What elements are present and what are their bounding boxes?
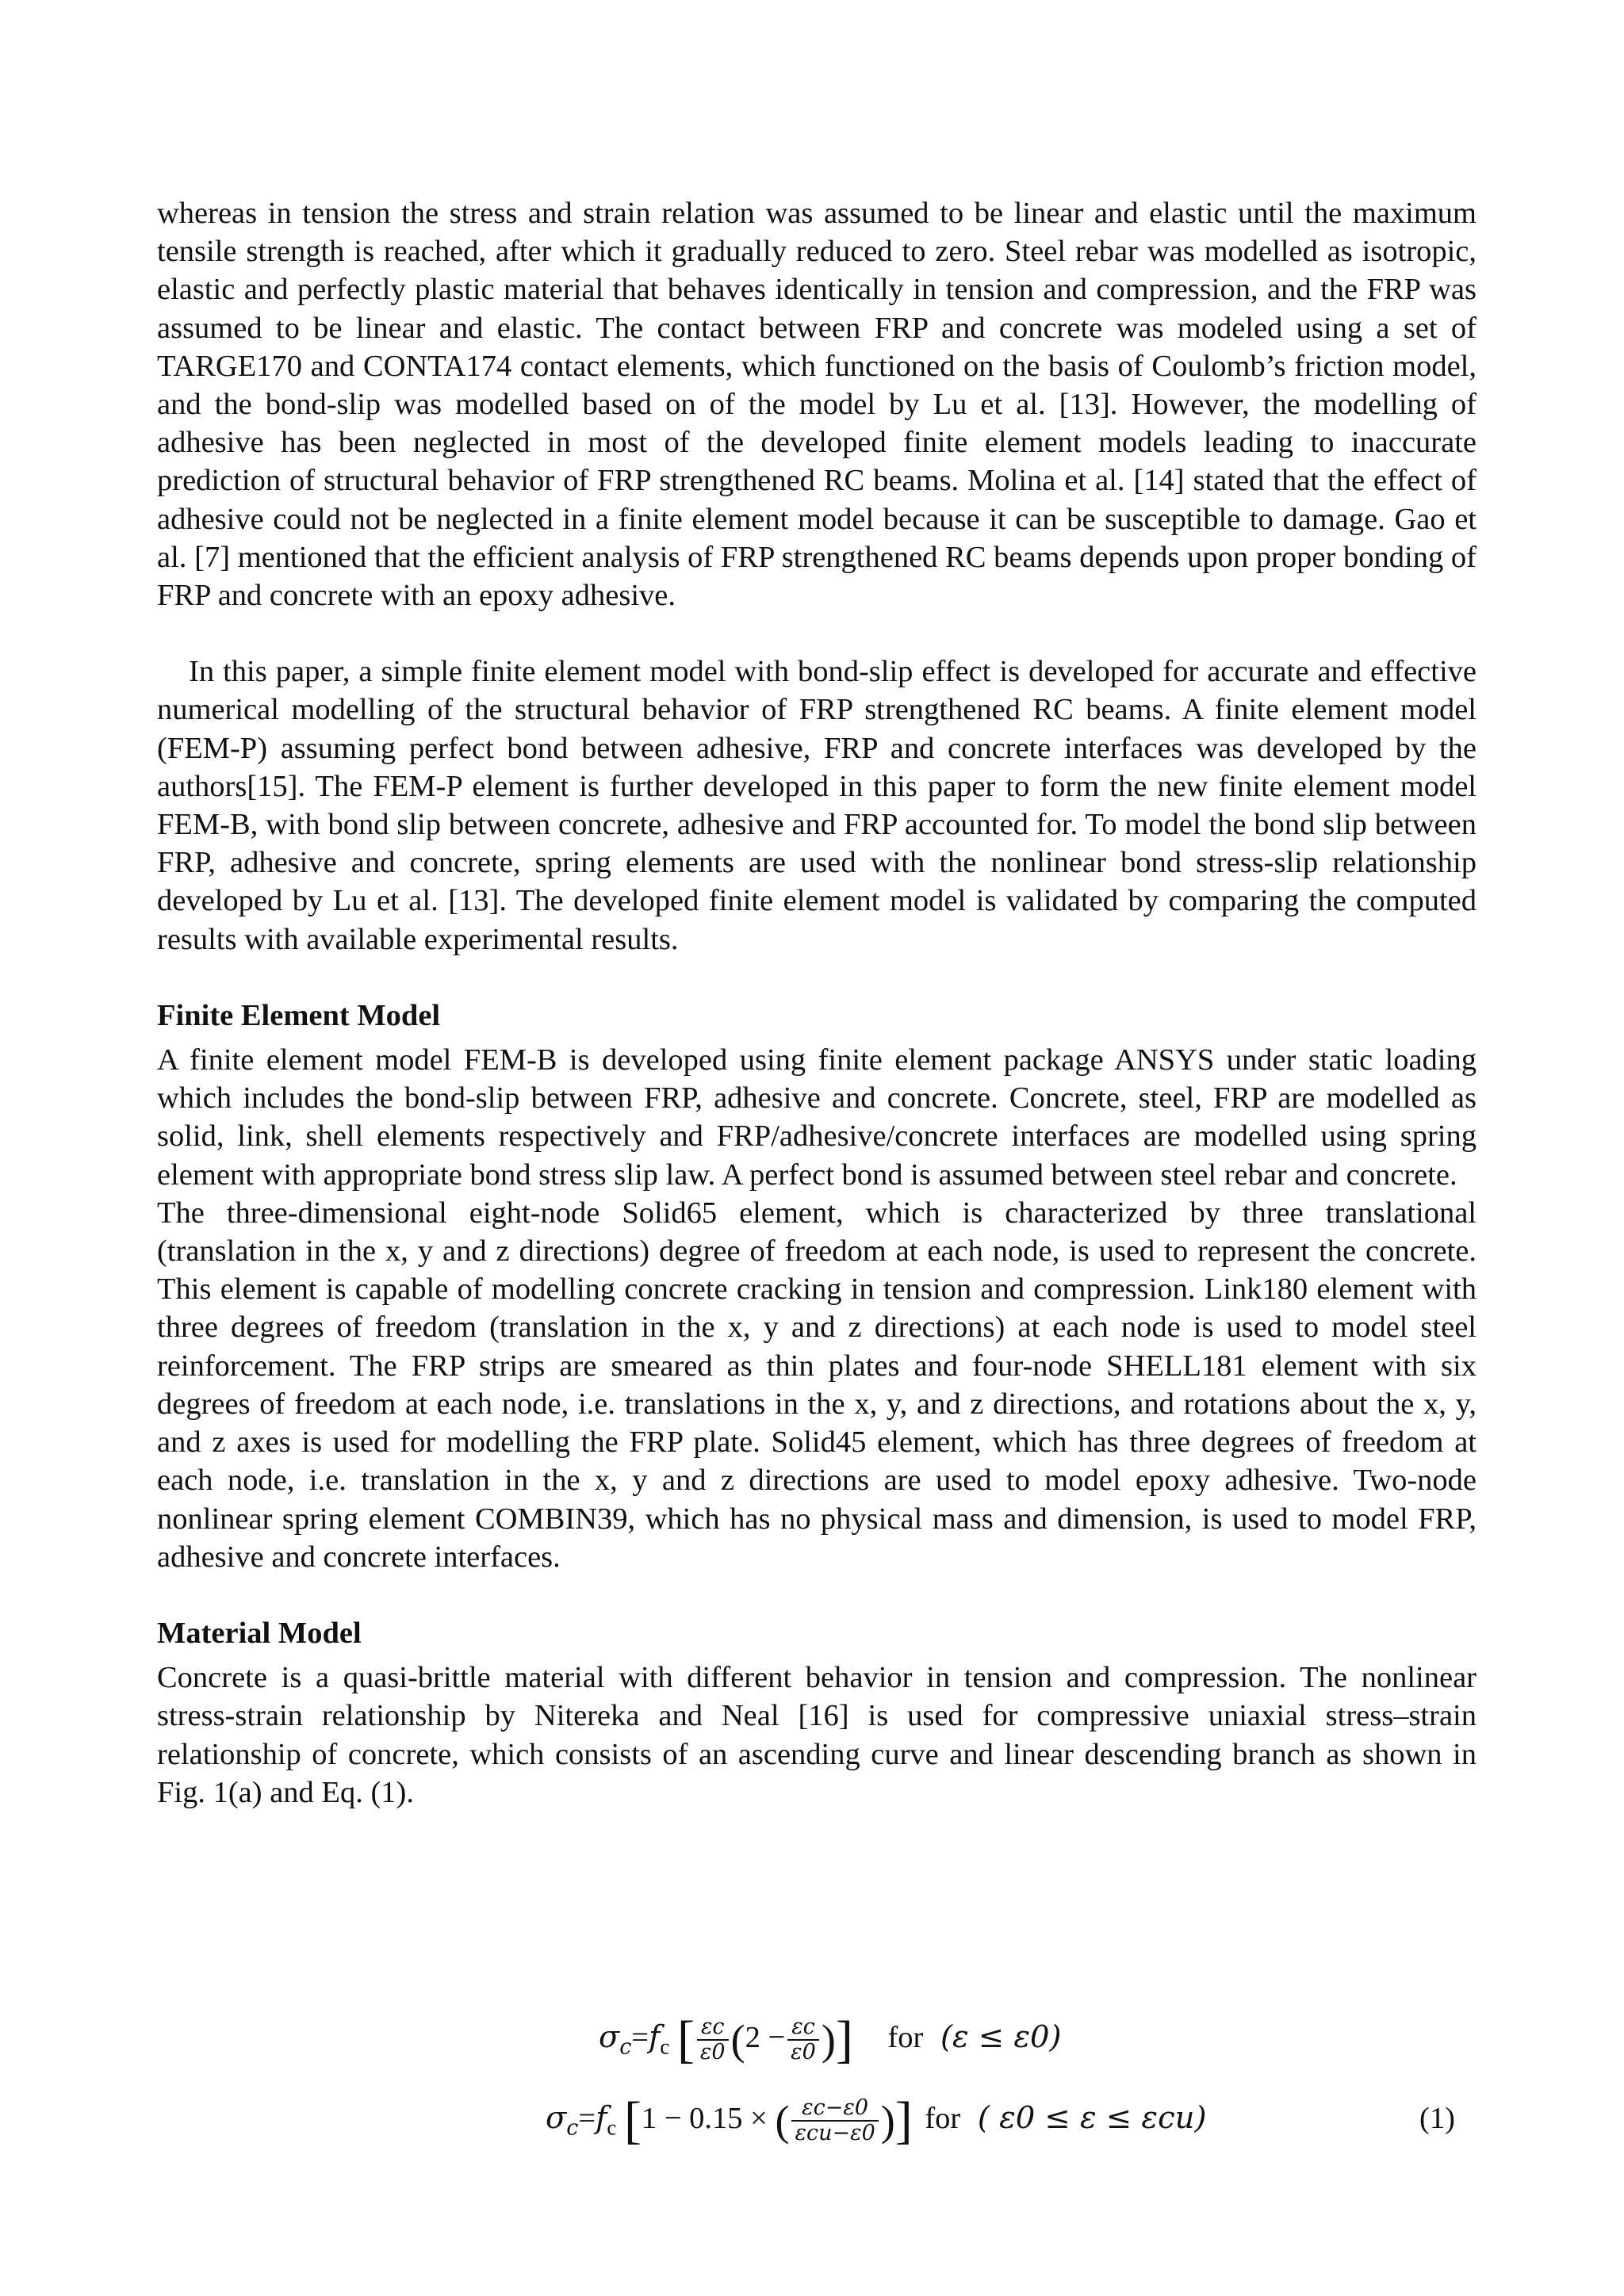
eq-fc: f xyxy=(649,2019,661,2055)
eq-equals: = xyxy=(631,2020,649,2054)
eq2-one-minus: 1 − 0.15 × xyxy=(641,2101,768,2135)
eq2-sigma-sub: c xyxy=(566,2115,579,2141)
paragraph-5: Concrete is a quasi-brittle material with different behavior in tension and compression. The nonlinear stress-strain relationship by Nitereka and Neal [16] is used for compressive uniaxial stress–strain relationship of concrete, which consists of an ascending curve and linear descending branch as shown in Fig. 1(a) and Eq. (1). xyxy=(157,1661,1477,1809)
eq2-paren-open: ( xyxy=(775,2097,790,2145)
eq-fraction-2-den: ε0 xyxy=(791,2040,816,2064)
eq-condition-2: ( ε0 ≤ ε ≤ εcu) xyxy=(977,2099,1207,2136)
equation-line-2 xyxy=(546,2091,1207,2149)
eq-sigma: σ xyxy=(599,2019,620,2055)
eq2-fc: f xyxy=(596,2099,607,2136)
eq2-fc-sub: c xyxy=(607,2115,617,2140)
paragraph-2: In this paper, a simple finite element model with bond-slip effect is developed for accurate and effective numerical modelling of the structural behavior of FRP strengthened RC beams. A finite element model (FEM-P) assuming perfect bond between adhesive, FRP and concrete interfaces was developed by the authors[15]. The FEM-P element is further developed in this paper to form the new finite element model FEM-B, with bond slip between concrete, adhesive and FRP accounted for. To model the bond slip between FRP, adhesive and concrete, spring elements are used with the nonlinear bond stress-slip relationship developed by Lu et al. [13]. The developed finite element model is validated by comparing the computed results with available experimental results. xyxy=(157,655,1477,956)
eq-fraction-1-den: ε0 xyxy=(699,2040,726,2064)
equation-number: (1) xyxy=(1419,2102,1455,2135)
eq-fraction-2 xyxy=(787,2015,819,2064)
section-heading-material-model: Material Model xyxy=(157,1616,362,1650)
eq-two-minus: 2 − xyxy=(745,2020,786,2054)
eq2-bracket-close: ] xyxy=(894,2091,913,2149)
eq2-bracket-open: [ xyxy=(623,2091,642,2149)
eq-bracket-close: ] xyxy=(835,2011,853,2068)
eq-condition-1: (ε ≤ ε0) xyxy=(940,2019,1062,2055)
section-heading-finite-element-model: Finite Element Model xyxy=(157,998,441,1032)
eq-paren-open: ( xyxy=(730,2016,745,2064)
eq2-fraction xyxy=(791,2096,878,2145)
eq-fraction-2-num: εc xyxy=(787,2015,819,2041)
eq2-paren-close: ) xyxy=(880,2097,895,2145)
eq-paren-close: ) xyxy=(821,2016,836,2064)
paragraph-1: whereas in tension the stress and strain relation was assumed to be linear and elastic until the maximum tensile strength is reached, after which it gradually reduced to zero. Steel rebar was modelled as isotropic, elastic and perfectly plastic material that behaves identically in tension and compression, and the FRP was assumed to be linear and elastic. The contact between FRP and concrete was modeled using a set of TARGE170 and CONTA174 contact elements, which functioned on the basis of Coulomb’s friction model, and the bond-slip was modelled based on of the model by Lu et al. [13]. However, the modelling of adhesive has been neglected in most of the developed finite element models leading to inaccurate prediction of structural behavior of FRP strengthened RC beams. Molina et al. [14] stated that the effect of adhesive could not be neglected in a finite element model because it can be susceptible to damage. Gao et al. [7] mentioned that the efficient analysis of FRP strengthened RC beams depends upon proper bonding of FRP and concrete with an epoxy adhesive. xyxy=(157,197,1477,613)
eq-bracket-open: [ xyxy=(676,2011,695,2068)
eq2-fraction-num: εc−ε0 xyxy=(791,2096,878,2122)
eq2-equals: = xyxy=(578,2101,596,2135)
eq-for-1: for xyxy=(887,2020,924,2054)
eq-fraction-1-num: εc xyxy=(697,2015,729,2041)
eq-for-2: for xyxy=(925,2101,961,2135)
equation-line-1 xyxy=(599,2011,1062,2068)
eq-fraction-1 xyxy=(697,2015,729,2064)
paragraph-4: The three-dimensional eight-node Solid65 element, which is characterized by three translational (translation in the x, y and z directions) degree of freedom at each node, is used to represent the concrete. This element is capable of modelling concrete cracking in tension and compression. Link180 element with three degrees of freedom (translation in the x, y and z directions) at each node is used to model steel reinforcement. The FRP strips are smeared as thin plates and four-node SHELL181 element with six degrees of freedom at each node, i.e. translations in the x, y, and z directions, and rotations about the x, y, and z axes is used for modelling the FRP plate. Solid45 element, which has three degrees of freedom at each node, i.e. translation in the x, y and z directions are used to model epoxy adhesive. Two-node nonlinear spring element COMBIN39, which has no physical mass and dimension, is used to model FRP, adhesive and concrete interfaces. xyxy=(157,1196,1477,1574)
eq2-fraction-den: εcu−ε0 xyxy=(795,2121,875,2145)
eq2-sigma: σ xyxy=(546,2099,567,2136)
eq-fc-sub: c xyxy=(660,2034,670,2059)
page-content xyxy=(157,194,1477,1812)
eq-sigma-sub: c xyxy=(619,2034,632,2060)
paragraph-3: A finite element model FEM-B is developed using finite element package ANSYS under static loading which includes the bond-slip between FRP, adhesive and concrete. Concrete, steel, FRP are modelled as solid, link, shell elements respectively and FRP/adhesive/concrete interfaces are modelled using spring element with appropriate bond stress slip law. A perfect bond is assumed between steel rebar and concrete. xyxy=(157,1043,1477,1192)
